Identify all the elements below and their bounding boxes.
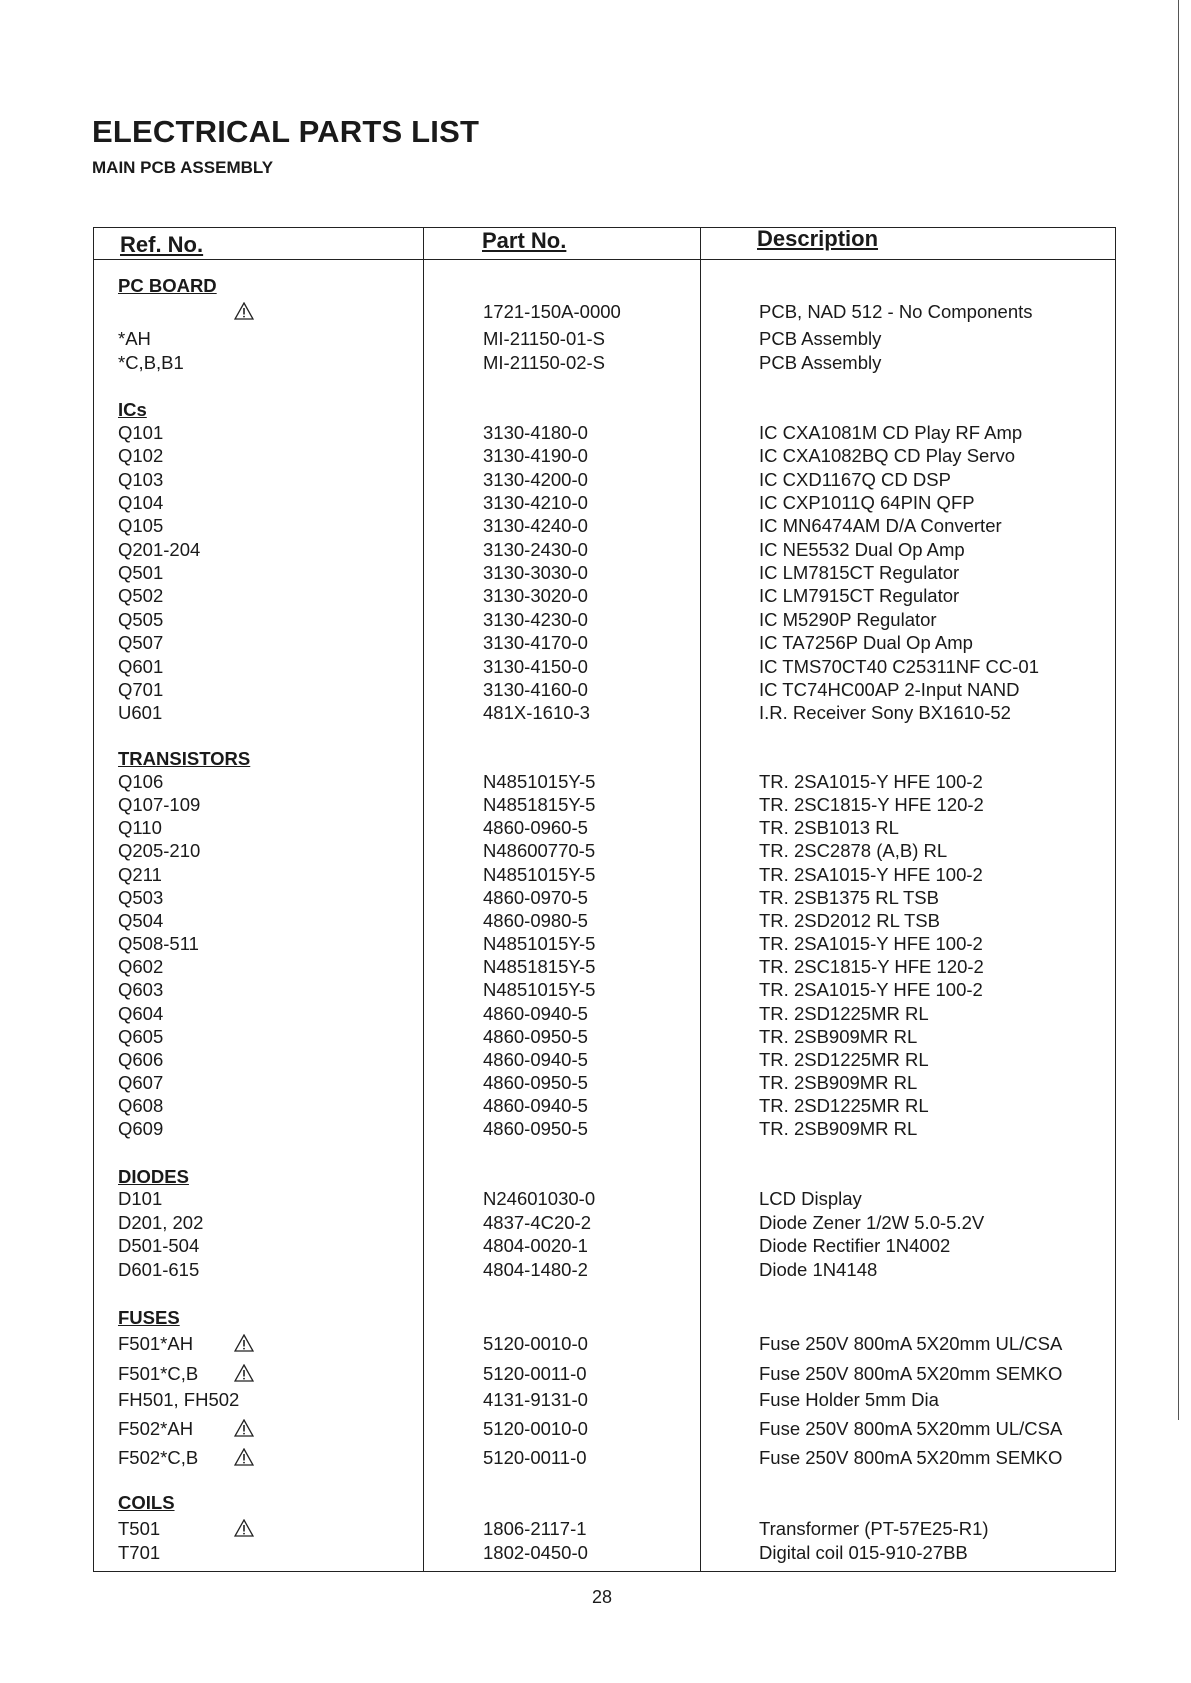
ref-no: F501*C,B: [118, 1363, 199, 1384]
ref-no: Q601: [118, 655, 164, 677]
part-no: 1721-150A-0000: [483, 301, 621, 322]
warning-triangle-icon: [234, 1448, 254, 1466]
ref-no: Q201-204: [118, 538, 201, 560]
ref-no: F502*C,B: [118, 1447, 199, 1468]
part-no: 4860-0970-5: [483, 886, 588, 908]
description: Diode Zener 1/2W 5.0-5.2V: [759, 1211, 985, 1233]
ref-no: Q604: [118, 1002, 164, 1024]
scan-edge-line: [1178, 0, 1179, 1420]
part-no: 3130-4170-0: [483, 632, 588, 654]
ref-no: Q603: [118, 979, 164, 1001]
part-no: 5120-0010-0: [483, 1333, 588, 1354]
ref-no: Q606: [118, 1048, 164, 1070]
description: Fuse 250V 800mA 5X20mm SEMKO: [759, 1447, 1063, 1468]
part-no: 3130-4230-0: [483, 608, 588, 630]
description: TR. 2SA1015-Y HFE 100-2: [759, 771, 983, 792]
description: PCB Assembly: [759, 328, 882, 349]
description: TR. 2SC1815-Y HFE 120-2: [759, 794, 984, 816]
ref-no: D501-504: [118, 1235, 200, 1257]
description: IC M5290P Regulator: [759, 608, 937, 630]
section-title: COILS: [118, 1492, 175, 1513]
part-no: N4851815Y-5: [483, 956, 596, 978]
header-divider: [93, 259, 1116, 260]
part-no: 4804-0020-1: [483, 1235, 588, 1257]
part-no: 3130-4180-0: [483, 422, 588, 443]
part-no: 4837-4C20-2: [483, 1211, 591, 1233]
column-header-part: Part No.: [482, 228, 567, 253]
ref-no: Q103: [118, 468, 164, 490]
part-no: 4860-0940-5: [483, 1048, 588, 1070]
part-no: 5120-0011-0: [483, 1447, 587, 1468]
warning-triangle-icon: [234, 1419, 254, 1437]
ref-no: Q508-511: [118, 933, 199, 955]
description: TR. 2SD1225MR RL: [759, 1048, 929, 1070]
page-subtitle: MAIN PCB ASSEMBLY: [92, 158, 274, 177]
ref-no: Q101: [118, 422, 164, 443]
part-no: 4860-0960-5: [483, 817, 588, 839]
part-no: 5120-0010-0: [483, 1418, 588, 1439]
description: TR. 2SC1815-Y HFE 120-2: [759, 956, 984, 978]
part-no: N4851015Y-5: [483, 933, 596, 955]
part-no: MI-21150-01-S: [483, 328, 606, 349]
description: Transformer (PT-57E25-R1): [759, 1518, 989, 1539]
section-title: PC BOARD: [118, 275, 217, 296]
description: Fuse 250V 800mA 5X20mm SEMKO: [759, 1363, 1063, 1384]
description: TR. 2SB909MR RL: [759, 1071, 918, 1093]
section-title: FUSES: [118, 1307, 180, 1328]
part-no: N4851815Y-5: [483, 794, 596, 816]
ref-no: Q102: [118, 445, 164, 467]
description: TR. 2SD2012 RL TSB: [759, 909, 940, 931]
description: IC CXA1081M CD Play RF Amp: [759, 422, 1023, 443]
ref-no: T701: [118, 1542, 161, 1563]
description: Diode 1N4148: [759, 1258, 878, 1280]
ref-no: Q609: [118, 1118, 164, 1140]
description: TR. 2SC2878 (A,B) RL: [759, 840, 948, 862]
ref-no: *C,B,B1: [118, 352, 184, 373]
ref-no: Q607: [118, 1071, 164, 1093]
ref-no: D201, 202: [118, 1211, 204, 1233]
ref-no: *AH: [118, 328, 151, 349]
description: LCD Display: [759, 1188, 862, 1209]
part-no: 3130-2430-0: [483, 538, 588, 560]
ref-no: Q501: [118, 562, 164, 584]
description: IC TC74HC00AP 2-Input NAND: [759, 678, 1020, 700]
ref-no: F502*AH: [118, 1418, 194, 1439]
part-no: N4851015Y-5: [483, 863, 596, 885]
ref-no: Q503: [118, 886, 164, 908]
part-no: 3130-4160-0: [483, 678, 588, 700]
ref-no: F501*AH: [118, 1333, 194, 1354]
ref-no: Q107-109: [118, 794, 201, 816]
page-number: 28: [592, 1587, 613, 1607]
ref-no: D101: [118, 1188, 163, 1209]
warning-triangle-icon: [234, 1334, 254, 1352]
description: IC LM7915CT Regulator: [759, 585, 960, 607]
section-title: TRANSISTORS: [118, 748, 251, 769]
ref-no: Q602: [118, 956, 164, 978]
description: IC TMS70CT40 C25311NF CC-01: [759, 655, 1040, 677]
description: TR. 2SA1015-Y HFE 100-2: [759, 933, 983, 955]
part-no: 4860-0950-5: [483, 1118, 588, 1140]
ref-no: Q110: [118, 817, 162, 839]
description: TR. 2SD1225MR RL: [759, 1095, 929, 1117]
part-no: 3130-4190-0: [483, 445, 588, 467]
part-no: 3130-3030-0: [483, 562, 588, 584]
ref-no: Q701: [118, 678, 164, 700]
warning-triangle-icon: [234, 302, 254, 320]
description: IC NE5532 Dual Op Amp: [759, 538, 965, 560]
ref-no: Q505: [118, 608, 164, 630]
part-no: 3130-4150-0: [483, 655, 588, 677]
part-no: N4851015Y-5: [483, 771, 596, 792]
description: IC LM7815CT Regulator: [759, 562, 960, 584]
ref-no: Q211: [118, 863, 162, 885]
description: TR. 2SB909MR RL: [759, 1118, 918, 1140]
part-no: 3130-4240-0: [483, 515, 588, 537]
description: Fuse 250V 800mA 5X20mm UL/CSA: [759, 1418, 1063, 1439]
part-no: 4860-0980-5: [483, 909, 588, 931]
description: TR. 2SD1225MR RL: [759, 1002, 929, 1024]
part-no: 481X-1610-3: [483, 702, 590, 724]
ref-no: Q105: [118, 515, 164, 537]
ref-no: Q608: [118, 1095, 164, 1117]
part-no: N48600770-5: [483, 840, 596, 862]
description: Digital coil 015-910-27BB: [759, 1542, 968, 1563]
part-no: N4851015Y-5: [483, 979, 596, 1001]
description: IC MN6474AM D/A Converter: [759, 515, 1002, 537]
description: Diode Rectifier 1N4002: [759, 1235, 951, 1257]
ref-no: Q502: [118, 585, 164, 607]
ref-no: Q504: [118, 909, 164, 931]
description: TR. 2SB1375 RL TSB: [759, 886, 939, 908]
part-no: 1802-0450-0: [483, 1542, 588, 1563]
description: PCB, NAD 512 - No Components: [759, 301, 1033, 322]
description: TR. 2SB909MR RL: [759, 1025, 918, 1047]
part-no: 5120-0011-0: [483, 1363, 587, 1384]
column-header-description: Description: [757, 226, 879, 251]
column-header-ref: Ref. No.: [120, 232, 204, 257]
part-no: 3130-4210-0: [483, 492, 588, 514]
description: Fuse 250V 800mA 5X20mm UL/CSA: [759, 1333, 1063, 1354]
description: Fuse Holder 5mm Dia: [759, 1389, 939, 1410]
description: IC CXD1167Q CD DSP: [759, 468, 951, 490]
section-title: ICs: [118, 399, 147, 420]
part-no: 3130-4200-0: [483, 468, 588, 490]
part-no: 3130-3020-0: [483, 585, 588, 607]
ref-no: T501: [118, 1518, 161, 1539]
ref-no: U601: [118, 702, 163, 724]
part-no: N24601030-0: [483, 1188, 596, 1209]
column-divider: [423, 227, 424, 1572]
part-no: 4860-0950-5: [483, 1025, 588, 1047]
description: TR. 2SB1013 RL: [759, 817, 899, 839]
ref-no: Q507: [118, 632, 164, 654]
description: IC TA7256P Dual Op Amp: [759, 632, 973, 654]
description: IC CXP1011Q 64PIN QFP: [759, 492, 975, 514]
section-title: DIODES: [118, 1166, 189, 1187]
part-no: 4860-0950-5: [483, 1071, 588, 1093]
page-title: ELECTRICAL PARTS LIST: [92, 114, 480, 149]
description: I.R. Receiver Sony BX1610-52: [759, 702, 1011, 724]
column-divider: [700, 227, 701, 1572]
part-no: 1806-2117-1: [483, 1518, 587, 1539]
part-no: 4131-9131-0: [483, 1389, 588, 1410]
warning-triangle-icon: [234, 1519, 254, 1537]
part-no: MI-21150-02-S: [483, 352, 606, 373]
ref-no: Q605: [118, 1025, 164, 1047]
part-no: 4804-1480-2: [483, 1258, 588, 1280]
description: TR. 2SA1015-Y HFE 100-2: [759, 863, 983, 885]
ref-no: D601-615: [118, 1258, 200, 1280]
part-no: 4860-0940-5: [483, 1095, 588, 1117]
ref-no: Q205-210: [118, 840, 201, 862]
ref-no: Q106: [118, 771, 164, 792]
ref-no: Q104: [118, 492, 164, 514]
warning-triangle-icon: [234, 1364, 254, 1382]
ref-no: FH501, FH502: [118, 1389, 240, 1410]
description: IC CXA1082BQ CD Play Servo: [759, 445, 1016, 467]
description: TR. 2SA1015-Y HFE 100-2: [759, 979, 983, 1001]
part-no: 4860-0940-5: [483, 1002, 588, 1024]
description: PCB Assembly: [759, 352, 882, 373]
